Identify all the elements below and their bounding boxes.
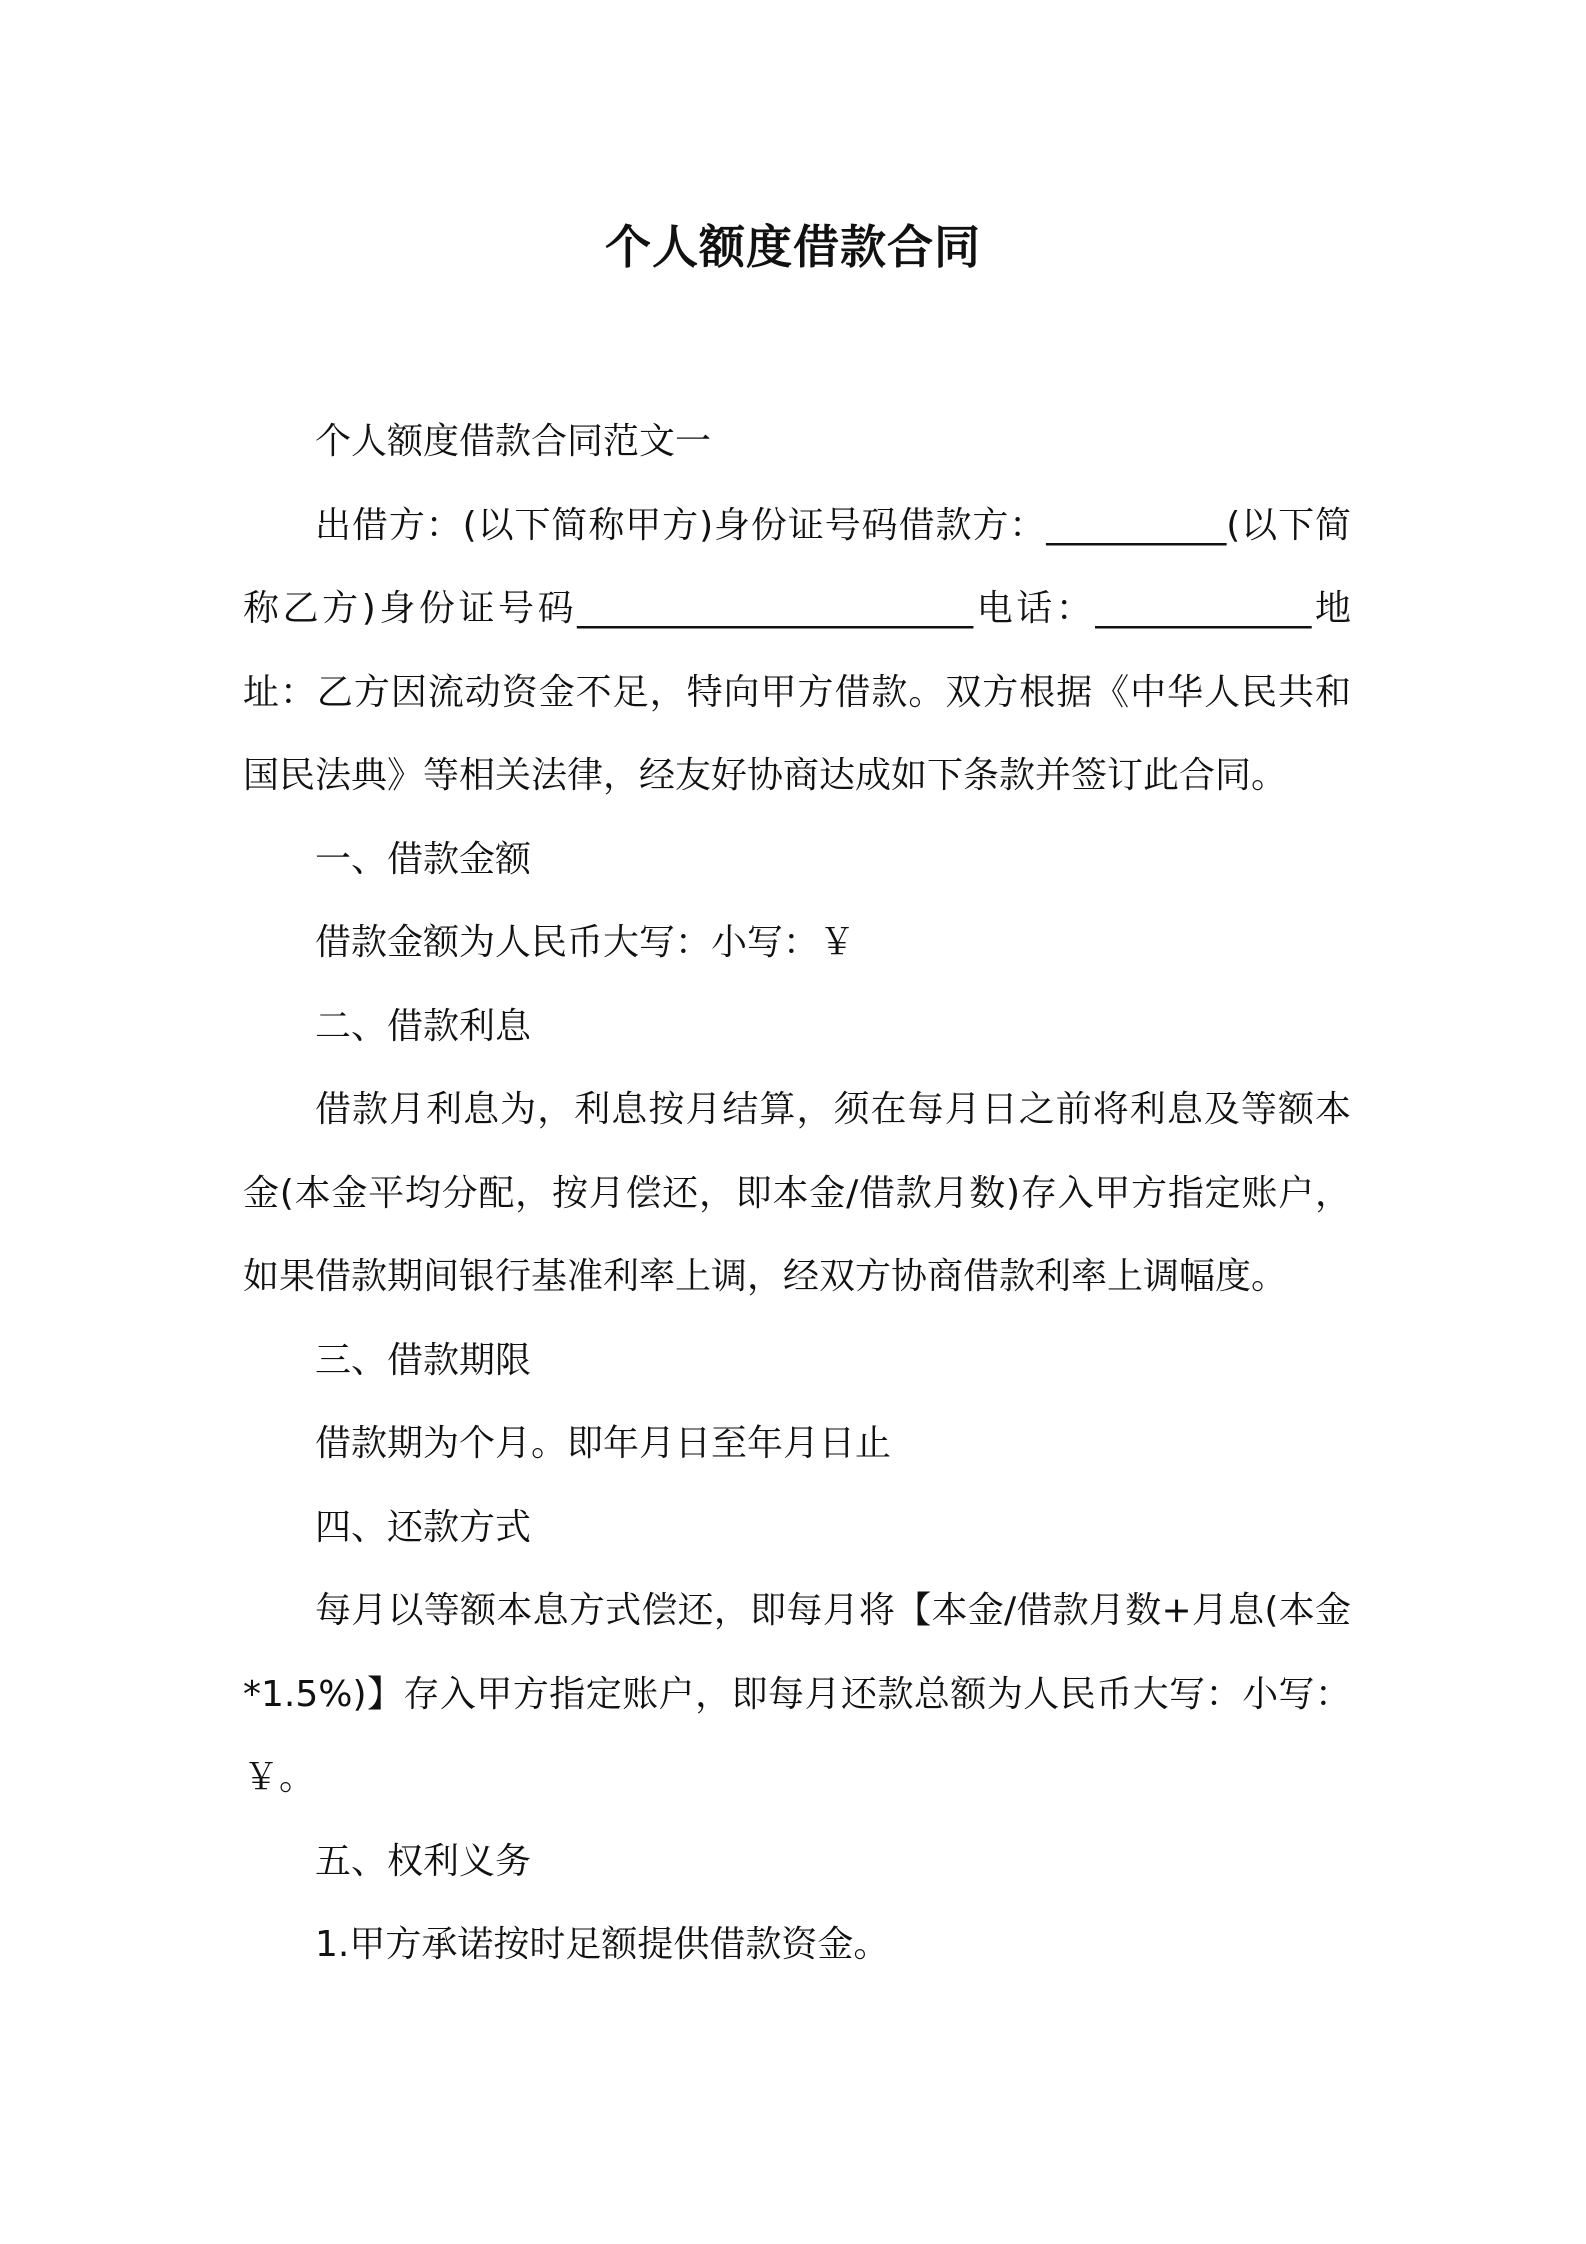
section-heading-term: 三、借款期限 (315, 1339, 532, 1381)
term-paragraph: 借款期为个月。即年月日至年月日止 (315, 1423, 892, 1464)
section-heading-rights: 五、权利义务 (315, 1840, 532, 1882)
rights-paragraph-1: 1.甲方承诺按时足额提供借款资金。 (315, 1924, 890, 1965)
section-heading-loan-amount: 一、借款金额 (315, 838, 532, 880)
section-heading-interest: 二、借款利息 (315, 1005, 532, 1047)
document-title: 个人额度借款合同 (605, 220, 981, 274)
subtitle-paragraph: 个人额度借款合同范文一 (315, 421, 712, 462)
repayment-paragraph: 每月以等额本息方式偿还，即每月将【本金/借款月数+月息(本金*1.5%)】存入甲方指定账户，即每月还款总额为人民币大写：小写：￥。 (243, 1590, 1351, 1798)
loan-amount-paragraph: 借款金额为人民币大写：小写：￥ (315, 922, 856, 963)
section-heading-repayment: 四、还款方式 (315, 1506, 532, 1548)
interest-paragraph: 借款月利息为，利息按月结算，须在每月日之前将利息及等额本金(本金平均分配，按月偿还，即本金/借款月数)存入甲方指定账户，如果借款期间银行基准利率上调，经双方协商借款利率上调幅度。 (243, 1089, 1351, 1297)
document-body (243, 400, 1351, 1987)
parties-paragraph: 出借方：(以下简称甲方)身份证号码借款方：__________(以下简称乙方)身份证号码______________________电话：____________地址：乙方因流动资金不足，特向甲方借款。双方根据《中华人民共和国民法典》等相关法律，经友好协商达成如下条款并签订此合同。 (243, 504, 1351, 796)
